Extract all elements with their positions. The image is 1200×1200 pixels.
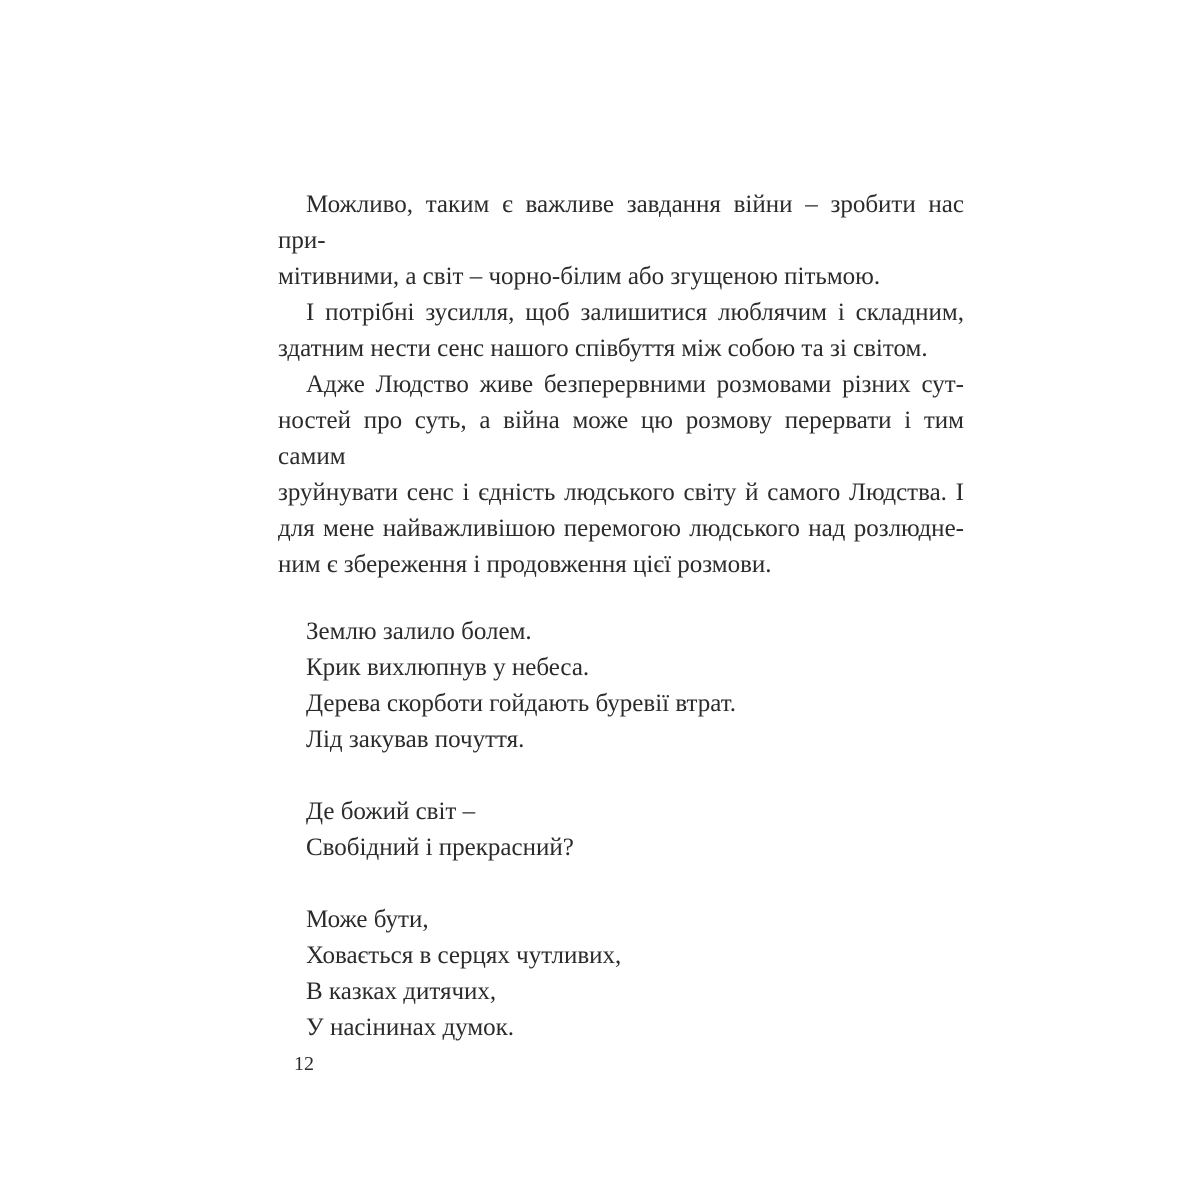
poem-line: Землю залило болем. xyxy=(306,618,532,645)
stanza xyxy=(278,614,964,758)
poem-line: Може бути, xyxy=(306,906,429,933)
paragraph-line: зруйнувати сенс і єдність людського світу й самого Людства. І xyxy=(278,479,964,506)
paragraph-line: І потрібні зусилля, щоб залишитися люблячим і складним, xyxy=(306,299,964,326)
paragraph-line: ностей про суть, а війна може цю розмову перервати і тим самим xyxy=(278,407,964,470)
prose-section xyxy=(278,187,964,583)
poem-section xyxy=(278,614,964,1046)
poem-line: У насінинах думок. xyxy=(306,1014,515,1041)
paragraph-line: для мене найважливішою перемогою людського над розлюдне- xyxy=(278,515,964,542)
paragraph-line: мітивними, а світ – чорно-білим або згущеною пітьмою. xyxy=(278,263,881,290)
paragraph xyxy=(278,367,964,583)
poem-line: Лід закував почуття. xyxy=(306,726,525,753)
poem-line: Дерева скорботи гойдають буревії втрат. xyxy=(306,690,737,717)
poem-line: Де божий світ – xyxy=(306,798,476,825)
paragraph xyxy=(278,295,964,367)
stanza xyxy=(278,794,964,866)
page-number: 12 xyxy=(294,1053,314,1075)
paragraph-line: Можливо, таким є важливе завдання війни – зробити нас при- xyxy=(278,191,964,254)
paragraph-line: здатним нести сенс нашого співбуття між собою та зі світом. xyxy=(278,335,928,362)
poem-line: Ховається в серцях чутливих, xyxy=(306,942,622,969)
paragraph-line: Адже Людство живе безперервними розмовами різних сут- xyxy=(306,371,964,398)
stanza xyxy=(278,902,964,1046)
poem-line: Крик вихлюпнув у небеса. xyxy=(306,654,590,681)
paragraph xyxy=(278,187,964,295)
poem-line: В казках дитячих, xyxy=(306,978,497,1005)
poem-line: Свобідний і прекрасний? xyxy=(306,834,574,861)
text-block xyxy=(278,187,964,1046)
paragraph-line: ним є збереження і продовження цієї розмови. xyxy=(278,551,772,578)
